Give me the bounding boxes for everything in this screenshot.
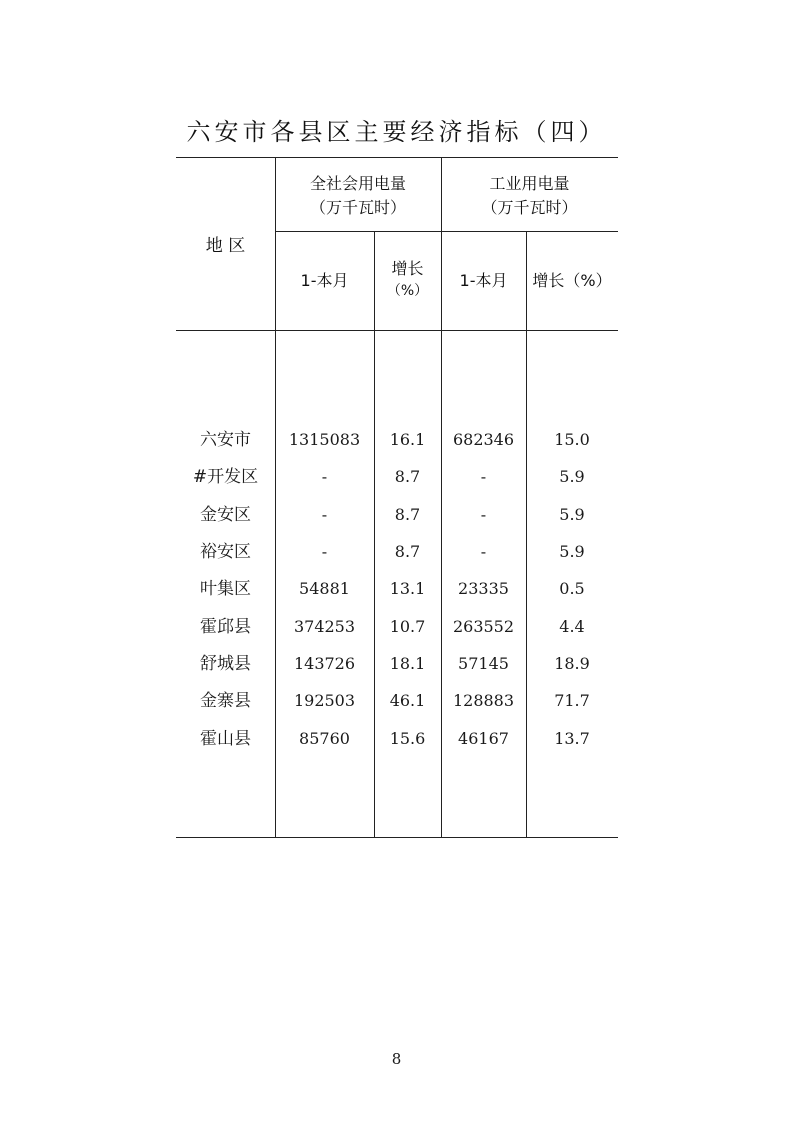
total-ytd-cell: - bbox=[321, 505, 328, 524]
region-cell: 金寨县 bbox=[200, 691, 251, 711]
region-cell: 叶集区 bbox=[200, 579, 251, 599]
region-cell: 六安市 bbox=[200, 430, 251, 450]
table-row bbox=[176, 467, 618, 487]
region-cell: #开发区 bbox=[192, 467, 259, 487]
table-row bbox=[176, 579, 618, 599]
header-region: 地 区 bbox=[205, 236, 246, 256]
industrial-growth-cell: 13.7 bbox=[554, 729, 590, 748]
total-growth-cell: 46.1 bbox=[389, 691, 426, 710]
table-row bbox=[176, 542, 618, 562]
industrial-ytd-cell: 46167 bbox=[458, 729, 509, 748]
industrial-ytd-cell: - bbox=[480, 467, 487, 486]
header-ytd-total: 1-本月 bbox=[300, 271, 349, 290]
total-ytd-cell: 54881 bbox=[299, 579, 350, 598]
total-ytd-cell: 85760 bbox=[299, 729, 350, 748]
table-row bbox=[176, 654, 618, 674]
economic-indicators-table bbox=[176, 157, 618, 838]
industrial-growth-cell: 4.4 bbox=[559, 617, 585, 636]
table-row bbox=[176, 691, 618, 711]
header-growth-industrial: 增长（%） bbox=[532, 271, 612, 290]
industrial-ytd-cell: 263552 bbox=[452, 617, 515, 636]
total-growth-cell: 8.7 bbox=[394, 467, 421, 486]
industrial-ytd-cell: 23335 bbox=[458, 579, 509, 598]
header-total-electricity-line1: 全社会用电量 bbox=[309, 174, 406, 193]
total-growth-cell: 15.6 bbox=[389, 729, 426, 748]
header-ytd-industrial: 1-本月 bbox=[459, 271, 508, 290]
table-row bbox=[176, 729, 618, 749]
industrial-ytd-cell: - bbox=[480, 542, 487, 561]
table-row bbox=[176, 505, 618, 525]
total-growth-cell: 18.1 bbox=[389, 654, 426, 673]
industrial-ytd-cell: 57145 bbox=[458, 654, 509, 673]
header-growth-total-line1: 增长 bbox=[391, 259, 424, 278]
header-industrial-electricity-line1: 工业用电量 bbox=[489, 174, 570, 193]
total-ytd-cell: 143726 bbox=[293, 654, 356, 673]
total-ytd-cell: 374253 bbox=[293, 617, 356, 636]
region-cell: 舒城县 bbox=[200, 654, 251, 674]
region-cell: 霍山县 bbox=[200, 729, 251, 749]
total-growth-cell: 16.1 bbox=[389, 430, 426, 449]
industrial-growth-cell: 18.9 bbox=[554, 654, 590, 673]
table-row bbox=[176, 430, 618, 450]
total-ytd-cell: 192503 bbox=[293, 691, 356, 710]
header-growth-total-line2: （%） bbox=[386, 283, 429, 299]
header-growth-total bbox=[374, 258, 441, 302]
industrial-ytd-cell: 128883 bbox=[452, 691, 515, 710]
page-title: 六安市各县区主要经济指标（四） bbox=[186, 118, 607, 146]
total-growth-cell: 8.7 bbox=[394, 542, 421, 561]
header-total-electricity bbox=[275, 172, 441, 220]
industrial-ytd-cell: 682346 bbox=[452, 430, 515, 449]
total-ytd-cell: 1315083 bbox=[288, 430, 361, 449]
industrial-growth-cell: 5.9 bbox=[559, 542, 585, 561]
total-growth-cell: 13.1 bbox=[389, 579, 426, 598]
industrial-growth-cell: 5.9 bbox=[559, 505, 585, 524]
total-ytd-cell: - bbox=[321, 542, 328, 561]
region-cell: 霍邱县 bbox=[200, 617, 251, 637]
region-cell: 金安区 bbox=[200, 505, 251, 525]
row-divider bbox=[176, 330, 618, 331]
header-industrial-electricity bbox=[441, 172, 618, 220]
region-cell: 裕安区 bbox=[200, 542, 251, 562]
total-ytd-cell: - bbox=[321, 467, 328, 486]
row-divider bbox=[275, 231, 618, 232]
total-growth-cell: 10.7 bbox=[389, 617, 426, 636]
total-growth-cell: 8.7 bbox=[394, 505, 421, 524]
industrial-growth-cell: 0.5 bbox=[559, 579, 585, 598]
header-industrial-electricity-line2: （万千瓦时） bbox=[481, 198, 578, 217]
industrial-growth-cell: 15.0 bbox=[554, 430, 590, 449]
table-row bbox=[176, 617, 618, 637]
industrial-ytd-cell: - bbox=[480, 505, 487, 524]
industrial-growth-cell: 71.7 bbox=[554, 691, 590, 710]
page-number: 8 bbox=[391, 1050, 402, 1068]
industrial-growth-cell: 5.9 bbox=[559, 467, 585, 486]
header-total-electricity-line2: （万千瓦时） bbox=[309, 198, 406, 217]
